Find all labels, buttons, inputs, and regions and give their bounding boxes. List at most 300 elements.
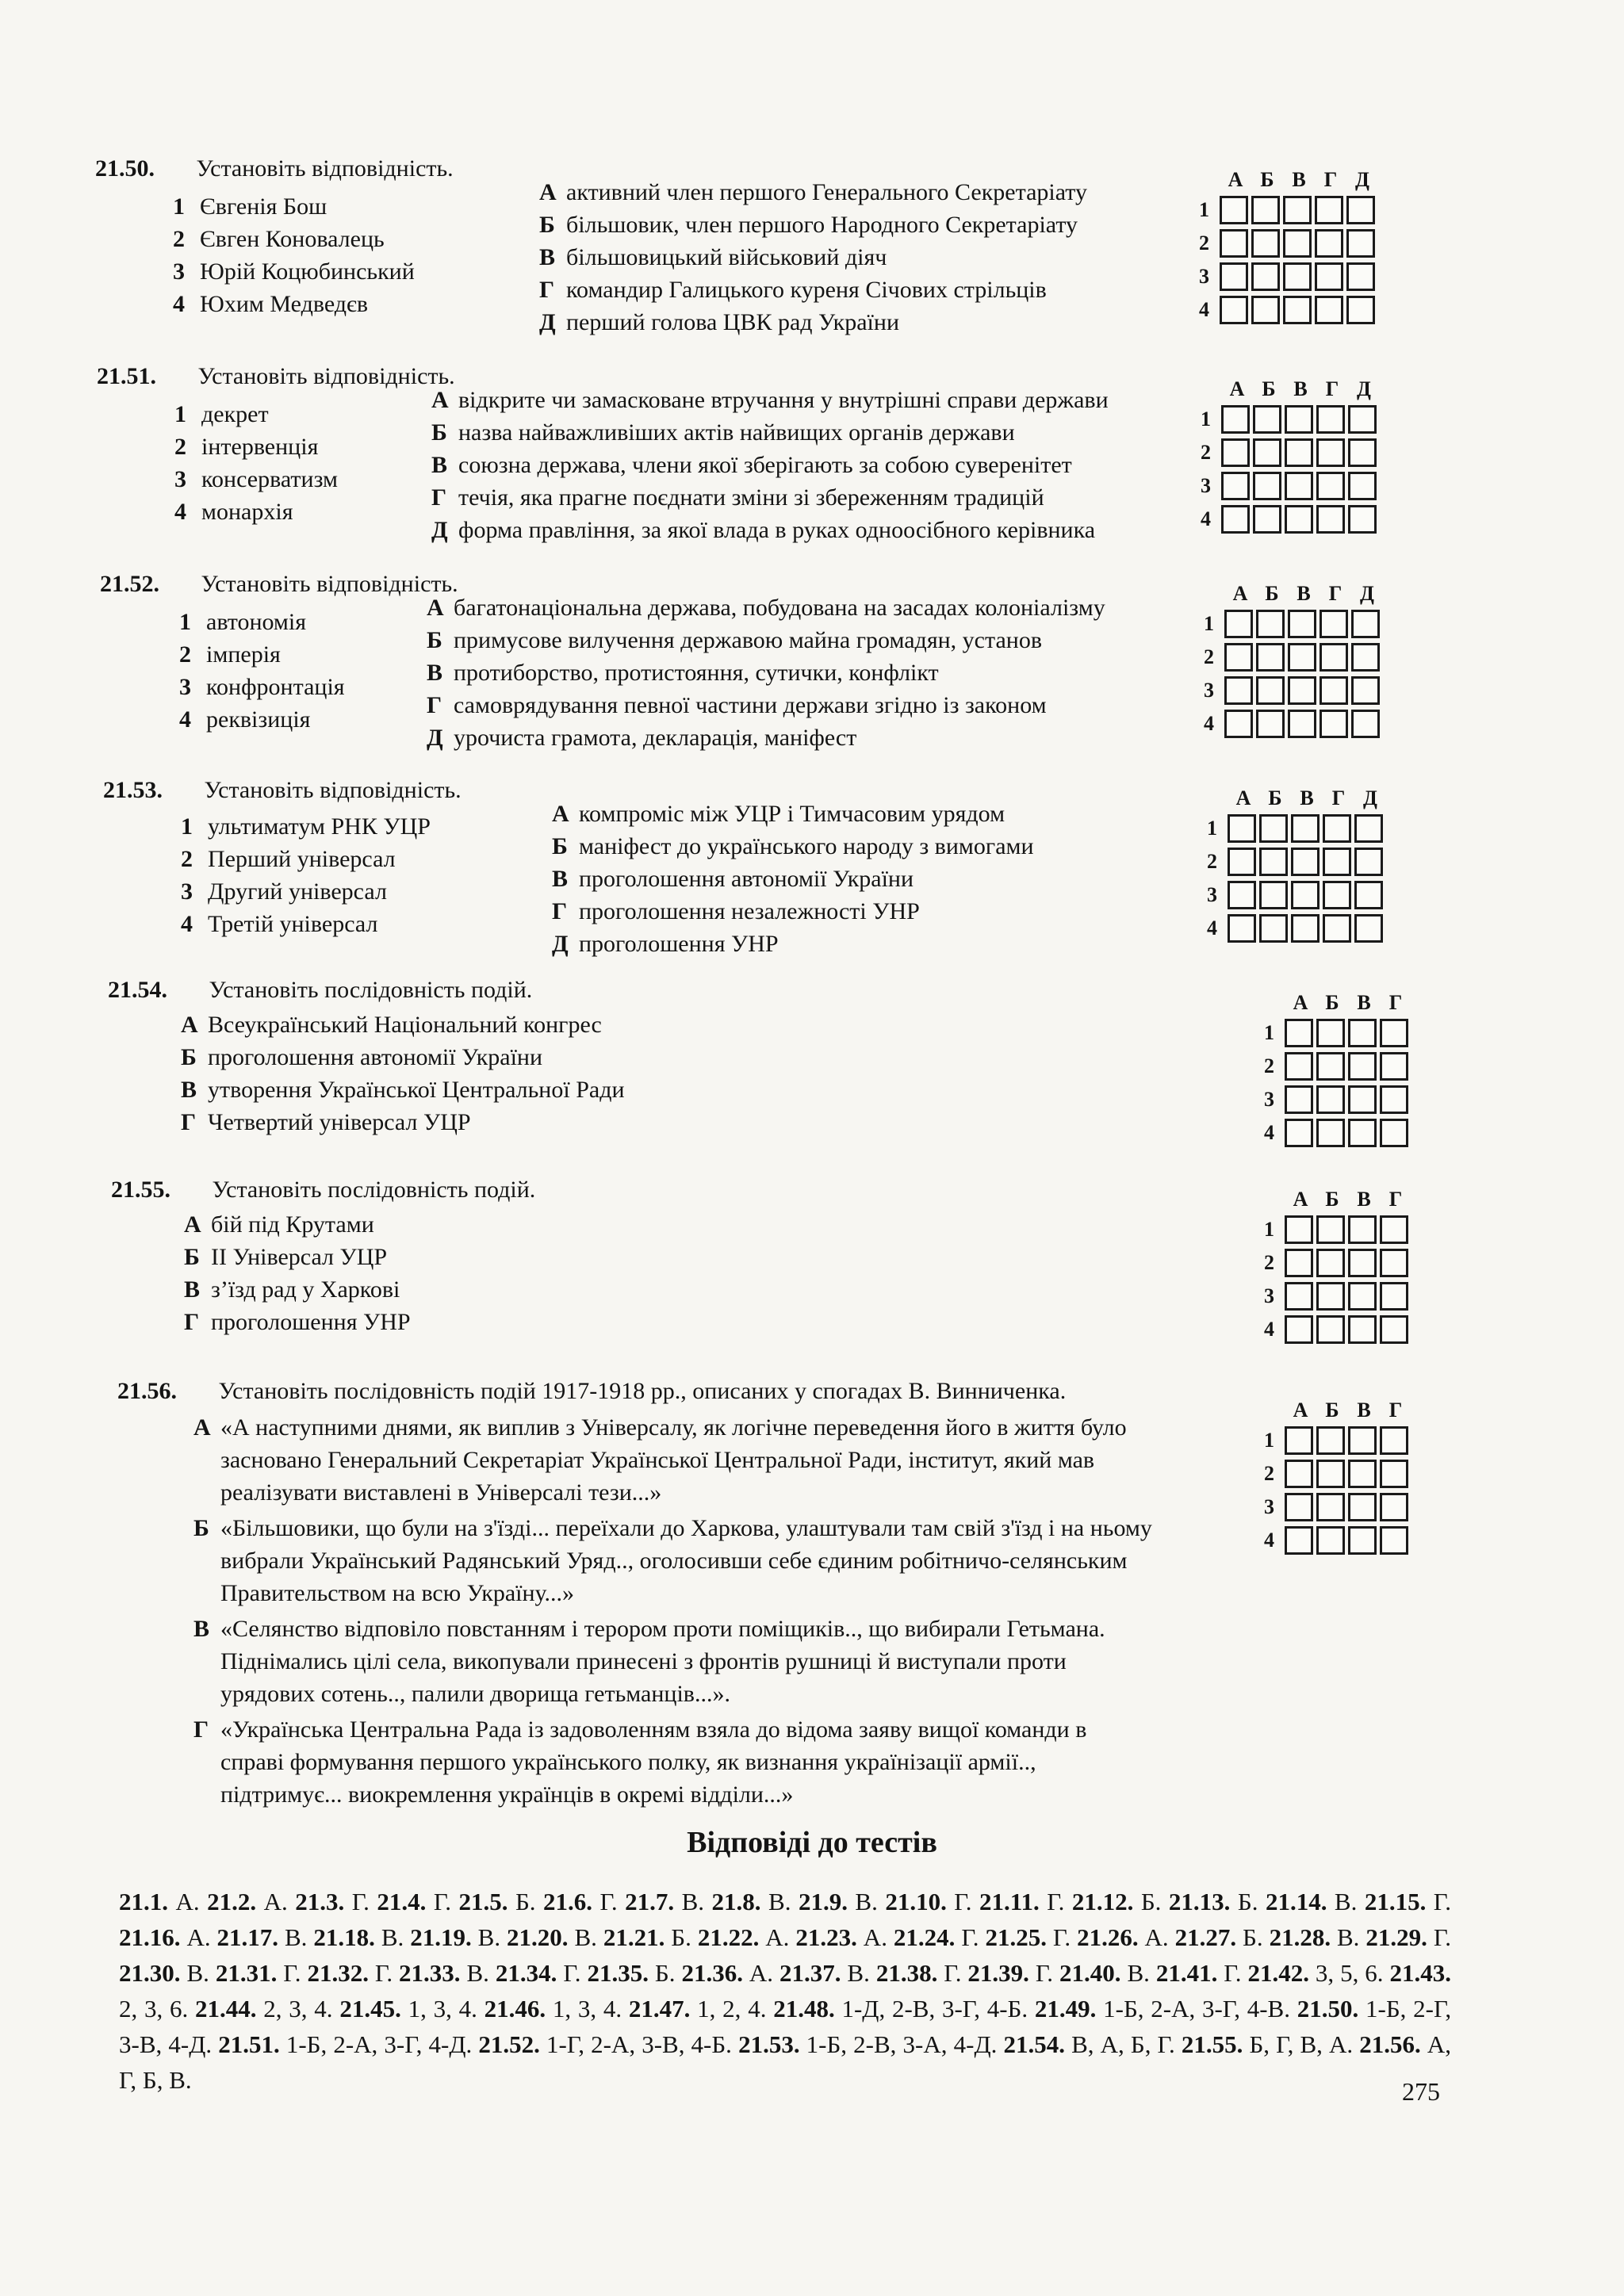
answer-cell[interactable] (1346, 196, 1375, 224)
answer-cell[interactable] (1283, 229, 1312, 258)
answer-cell[interactable] (1220, 196, 1248, 224)
answer-value: А. (168, 1888, 200, 1915)
answer-entry (1059, 1959, 1150, 1987)
answer-cell[interactable] (1224, 643, 1253, 672)
answer-cell[interactable] (1380, 1493, 1408, 1521)
answer-cell[interactable] (1251, 262, 1280, 291)
answer-key: 21.12. (1071, 1888, 1134, 1915)
answer-cell[interactable] (1348, 1282, 1377, 1311)
answer-value: Г. (1039, 1888, 1065, 1915)
answer-cell[interactable] (1253, 438, 1281, 467)
answer-cell[interactable] (1256, 676, 1285, 705)
question-21-55 (111, 1177, 1142, 1335)
list-item: 1 декрет (174, 401, 269, 427)
answer-entry (1077, 1923, 1169, 1951)
answer-cell[interactable] (1259, 814, 1288, 843)
grid-row: 4 (1264, 1524, 1411, 1557)
list-item: Д урочиста грамота, декларація, маніфест (427, 725, 857, 751)
answer-cell[interactable] (1348, 1460, 1377, 1488)
left-column (174, 398, 338, 528)
answer-value: Г. (1028, 1959, 1054, 1987)
list-item: Б ІІ Універсал УЦР (184, 1244, 388, 1270)
answer-key: 21.17. (216, 1923, 279, 1951)
question-instruction: Установіть послідовність подій 1917-1918 рр., описаних у спогадах В. Винниченка. (218, 1378, 1067, 1404)
list-item: В «Селянство відповіло повстанням і терором проти поміщиків.., що вибирали Гетьмана. Піднімались цілі села, викопували принесені з фронтів рушниці й виступали проти урядових сотень.., палили дворища гетьманців...». (193, 1616, 1105, 1707)
answer-entry (119, 1923, 211, 1951)
list-item: 1 ультиматум РНК УЦР (181, 813, 431, 840)
answer-value: В. (180, 1959, 209, 1987)
list-item: В утворення Української Центральної Ради (181, 1077, 625, 1103)
list-item: Г командир Галицького куреня Січових стрільців (539, 277, 1047, 303)
answer-cell[interactable] (1348, 1085, 1377, 1114)
answer-entry (543, 1888, 618, 1915)
answer-key: 21.55. (1181, 2030, 1243, 2058)
answer-cell[interactable] (1316, 1460, 1345, 1488)
answer-entry (1072, 1888, 1162, 1915)
answer-key: 21.34. (495, 1959, 557, 1987)
answer-cell[interactable] (1380, 1526, 1408, 1555)
answer-cell[interactable] (1323, 848, 1351, 876)
answer-cell[interactable] (1256, 643, 1285, 672)
answer-cell[interactable] (1228, 848, 1256, 876)
answer-cell[interactable] (1323, 814, 1351, 843)
answer-value: В. (460, 1959, 489, 1987)
answer-key: 21.49. (1034, 1995, 1097, 2022)
answer-value: А. (759, 1923, 790, 1951)
answer-value: Г. (946, 1888, 972, 1915)
answer-entry (738, 2030, 997, 2058)
answer-entry (625, 1888, 704, 1915)
list-item: Б примусове вилучення державою майна громадян, установ (427, 627, 1043, 653)
answer-entry (496, 1959, 581, 1987)
answer-key: 21.2. (207, 1888, 257, 1915)
answer-entry (377, 1888, 451, 1915)
answer-value: Г. (344, 1888, 370, 1915)
grid-row: 4 (1207, 912, 1386, 945)
answer-cell[interactable] (1251, 296, 1280, 324)
answer-cell[interactable] (1348, 472, 1377, 500)
answer-cell[interactable] (1221, 505, 1250, 534)
answer-key: 21.28. (1269, 1923, 1331, 1951)
list-item: В більшовицький військовий діяч (539, 244, 887, 270)
grid-row: 4 (1199, 293, 1378, 327)
answer-cell[interactable] (1315, 229, 1343, 258)
answer-cell[interactable] (1380, 1215, 1408, 1244)
list-item: А «А наступними днями, як виплив з Універсалу, як логічне переведення його в життя було засновано Генеральний Секретаріат Української Центральної Ради, інститут, який мав реалізувати виставлені в Універсалі тези...» (193, 1414, 1127, 1506)
answer-cell[interactable] (1351, 643, 1380, 672)
answer-cell[interactable] (1220, 296, 1248, 324)
answer-cell[interactable] (1380, 1052, 1408, 1081)
answer-cell[interactable] (1228, 881, 1256, 909)
answer-cell[interactable] (1253, 405, 1281, 434)
answer-cell[interactable] (1259, 914, 1288, 943)
answer-cell[interactable] (1316, 505, 1345, 534)
answer-key: 21.43. (1389, 1959, 1452, 1987)
question-instruction: Установіть відповідність. (201, 571, 458, 597)
answer-cell[interactable] (1348, 1119, 1377, 1147)
answer-cell[interactable] (1316, 1052, 1345, 1081)
grid-row: 3 (1199, 260, 1378, 293)
question-header (95, 155, 454, 182)
answer-entry (795, 1923, 887, 1951)
answer-key: 21.23. (795, 1923, 857, 1951)
list-item: 1 автономія (179, 609, 307, 635)
answer-value: В. (841, 1959, 870, 1987)
answer-cell[interactable] (1221, 472, 1250, 500)
list-item: Б проголошення автономії України (181, 1044, 543, 1070)
answer-key: 21.42. (1247, 1959, 1309, 1987)
grid-row: 2 (1201, 436, 1380, 469)
answer-cell[interactable] (1256, 710, 1285, 738)
answer-cell[interactable] (1316, 405, 1345, 434)
answer-grid-21-53: А Б В Г Д 1 2 3 4 (1207, 785, 1386, 945)
question-number: 21.54. (108, 977, 167, 1003)
answer-cell[interactable] (1315, 296, 1343, 324)
list-item: А багатонаціональна держава, побудована на засадах колоніалізму (427, 595, 1105, 621)
answer-key: 21.45. (339, 1995, 401, 2022)
answer-cell[interactable] (1285, 472, 1313, 500)
answer-value: Г. (1426, 1888, 1451, 1915)
answer-value: А, Г, Б, В. (119, 2030, 1452, 2094)
answer-cell[interactable] (1315, 262, 1343, 291)
answer-grid-21-51: А Б В Г Д 1 2 3 4 (1201, 376, 1380, 536)
answer-entry (885, 1888, 971, 1915)
answer-key: 21.11. (979, 1888, 1040, 1915)
answer-cell[interactable] (1380, 1460, 1408, 1488)
answer-cell[interactable] (1380, 1249, 1408, 1277)
answer-cell[interactable] (1253, 505, 1281, 534)
answer-grid-21-50: А Б В Г Д 1 2 3 4 (1199, 166, 1378, 327)
answer-cell[interactable] (1288, 643, 1316, 672)
answer-value: Г. (557, 1959, 581, 1987)
answer-entry (779, 1959, 870, 1987)
list-item: А компроміс між УЦР і Тимчасовим урядом (552, 801, 1005, 827)
answer-entry (478, 2030, 732, 2058)
answer-key: 21.52. (478, 2030, 540, 2058)
answer-cell[interactable] (1228, 914, 1256, 943)
grid-row: 1 (1204, 607, 1383, 641)
answer-cell[interactable] (1354, 814, 1383, 843)
answer-cell[interactable] (1348, 1249, 1377, 1277)
answer-key: 21.41. (1155, 1959, 1218, 1987)
answer-value: Б, Г, В, А. (1243, 2030, 1354, 2058)
answer-cell[interactable] (1348, 505, 1377, 534)
answer-grid-21-55: А Б В Г 1 2 3 4 (1264, 1186, 1411, 1346)
answer-cell[interactable] (1351, 676, 1380, 705)
answer-cell[interactable] (1283, 196, 1312, 224)
answer-value: 2, 3, 4. (256, 1995, 333, 2022)
answer-cell[interactable] (1285, 1119, 1313, 1147)
left-column (181, 810, 431, 940)
question-header (108, 977, 532, 1004)
grid-row: 2 (1199, 227, 1378, 260)
answer-value: В. (847, 1888, 878, 1915)
question-instruction: Установіть відповідність. (197, 363, 455, 389)
answer-cell[interactable] (1354, 848, 1383, 876)
answer-key: 21.33. (399, 1959, 461, 1987)
answer-value: Г. (368, 1959, 393, 1987)
answer-cell[interactable] (1291, 881, 1320, 909)
answer-value: Г. (937, 1959, 962, 1987)
answer-cell[interactable] (1348, 438, 1377, 467)
list-item: А бій під Крутами (184, 1211, 374, 1238)
answer-value: Г. (955, 1923, 979, 1951)
answer-value: В. (674, 1888, 705, 1915)
answer-entry (1266, 1888, 1357, 1915)
answer-cell[interactable] (1316, 1119, 1345, 1147)
answer-entry (313, 1923, 404, 1951)
answer-cell[interactable] (1351, 610, 1380, 638)
answer-value: А. (856, 1923, 887, 1951)
answer-value: Г. (592, 1888, 618, 1915)
answer-entry (119, 1959, 209, 1987)
answer-cell[interactable] (1285, 1052, 1313, 1081)
list-item: 2 Євген Коновалець (173, 226, 385, 252)
answer-cell[interactable] (1316, 1282, 1345, 1311)
answer-cell[interactable] (1220, 229, 1248, 258)
answer-key: 21.22. (697, 1923, 760, 1951)
answer-cell[interactable] (1285, 1019, 1313, 1047)
answer-key: 21.5. (458, 1888, 508, 1915)
answer-cell[interactable] (1316, 1493, 1345, 1521)
grid-row: 4 (1264, 1116, 1411, 1150)
answer-cell[interactable] (1285, 1426, 1313, 1455)
answer-entry (681, 1959, 773, 1987)
answer-entry (799, 1888, 878, 1915)
list-item: Д перший голова ЦВК рад України (539, 309, 899, 335)
items-column (193, 1411, 1153, 1811)
answer-key: 21.15. (1364, 1888, 1427, 1915)
answer-cell[interactable] (1285, 1085, 1313, 1114)
answer-entry (629, 1995, 767, 2022)
answer-key: 21.25. (985, 1923, 1047, 1951)
answer-entry (603, 1923, 691, 1951)
answer-cell[interactable] (1291, 848, 1320, 876)
answer-cell[interactable] (1316, 438, 1345, 467)
list-item: 4 реквізиція (179, 706, 311, 733)
answer-cell[interactable] (1346, 296, 1375, 324)
answer-cell[interactable] (1354, 881, 1383, 909)
answer-cell[interactable] (1291, 814, 1320, 843)
answer-key: 21.6. (543, 1888, 593, 1915)
answer-cell[interactable] (1285, 505, 1313, 534)
answer-cell[interactable] (1285, 1249, 1313, 1277)
answer-cell[interactable] (1380, 1426, 1408, 1455)
answer-cell[interactable] (1291, 914, 1320, 943)
list-item: 3 Юрій Коцюбинський (173, 258, 415, 285)
answer-cell[interactable] (1380, 1085, 1408, 1114)
answer-cell[interactable] (1224, 710, 1253, 738)
answer-cell[interactable] (1251, 229, 1280, 258)
answer-key: 21.21. (603, 1923, 665, 1951)
answer-cell[interactable] (1316, 1215, 1345, 1244)
answer-cell[interactable] (1354, 914, 1383, 943)
answer-cell[interactable] (1316, 1526, 1345, 1555)
grid-row: 1 (1264, 1016, 1411, 1050)
answer-cell[interactable] (1380, 1315, 1408, 1344)
right-column (552, 798, 1034, 960)
answer-cell[interactable] (1380, 1282, 1408, 1311)
answer-cell[interactable] (1251, 196, 1280, 224)
question-number: 21.56. (117, 1378, 177, 1404)
answer-key: 21.18. (313, 1923, 375, 1951)
answer-key: 21.44. (195, 1995, 257, 2022)
answer-cell[interactable] (1348, 405, 1377, 434)
answer-cell[interactable] (1380, 1119, 1408, 1147)
answer-cell[interactable] (1220, 262, 1248, 291)
answer-cell[interactable] (1320, 676, 1348, 705)
question-instruction: Установіть відповідність. (196, 155, 454, 182)
grid-row: 3 (1204, 674, 1383, 707)
answer-cell[interactable] (1316, 1315, 1345, 1344)
grid-row: 4 (1264, 1313, 1411, 1346)
answer-cell[interactable] (1221, 438, 1250, 467)
answer-cell[interactable] (1323, 881, 1351, 909)
answer-cell[interactable] (1288, 676, 1316, 705)
answer-cell[interactable] (1348, 1526, 1377, 1555)
answer-entry (307, 1959, 393, 1987)
question-number: 21.50. (95, 155, 155, 182)
answer-key: 21.26. (1077, 1923, 1139, 1951)
list-item: Д проголошення УНР (552, 931, 779, 957)
answer-entry (295, 1888, 370, 1915)
question-21-56 (117, 1378, 1243, 1806)
list-item: В союзна держава, члени якої зберігають за собою суверенітет (431, 452, 1072, 478)
question-header (111, 1177, 535, 1203)
answer-cell[interactable] (1346, 229, 1375, 258)
answer-cell[interactable] (1224, 676, 1253, 705)
answer-key: 21.20. (507, 1923, 569, 1951)
answer-entry (876, 1959, 962, 1987)
answer-entry (339, 1995, 477, 2022)
list-item: 4 Юхим Медведєв (173, 291, 369, 317)
answer-cell[interactable] (1283, 296, 1312, 324)
answer-value: В. (568, 1923, 597, 1951)
answer-key: 21.51. (218, 2030, 280, 2058)
answer-cell[interactable] (1228, 814, 1256, 843)
answer-cell[interactable] (1380, 1019, 1408, 1047)
answer-cell[interactable] (1351, 710, 1380, 738)
answer-key: 21.54. (1003, 2030, 1065, 2058)
answer-key: 21.37. (779, 1959, 841, 1987)
answer-value: 3, 5, 6. (1308, 1959, 1384, 1987)
grid-row: 4 (1201, 503, 1380, 536)
answer-cell[interactable] (1316, 1249, 1345, 1277)
question-header (97, 363, 455, 390)
answer-cell[interactable] (1285, 405, 1313, 434)
answer-key: 21.32. (307, 1959, 369, 1987)
answer-cell[interactable] (1348, 1315, 1377, 1344)
answer-grid-21-52: А Б В Г Д 1 2 3 4 (1204, 580, 1383, 740)
answer-key: 21.56. (1359, 2030, 1421, 2058)
answer-value: 1, 3, 4. (546, 1995, 622, 2022)
answer-entry (698, 1923, 790, 1951)
answer-cell[interactable] (1316, 1019, 1345, 1047)
answer-grid-21-54: А Б В Г 1 2 3 4 (1264, 989, 1411, 1150)
answer-cell[interactable] (1285, 1282, 1313, 1311)
answer-key: 21.53. (738, 2030, 800, 2058)
answer-cell[interactable] (1348, 1019, 1377, 1047)
answer-cell[interactable] (1285, 1215, 1313, 1244)
answer-cell[interactable] (1288, 710, 1316, 738)
answer-cell[interactable] (1285, 1315, 1313, 1344)
answer-entry (967, 1959, 1053, 1987)
answer-cell[interactable] (1348, 1493, 1377, 1521)
answer-key: 21.9. (798, 1888, 848, 1915)
answer-value: Б. (648, 1959, 676, 1987)
answer-value: А. (180, 1923, 211, 1951)
question-instruction: Установіть послідовність подій. (212, 1177, 536, 1203)
list-item: Г течія, яка прагне поєднати зміни зі збереженням традицій (431, 484, 1044, 511)
answer-cell[interactable] (1320, 643, 1348, 672)
list-item: 2 інтервенція (174, 434, 319, 460)
answer-cell[interactable] (1316, 472, 1345, 500)
answer-cell[interactable] (1316, 1085, 1345, 1114)
question-instruction: Установіть послідовність подій. (209, 977, 533, 1003)
answer-value: 1-Б, 2-А, 3-Г, 4-Д. (279, 2030, 473, 2058)
answer-cell[interactable] (1348, 1215, 1377, 1244)
answer-cell[interactable] (1323, 914, 1351, 943)
answer-cell[interactable] (1320, 610, 1348, 638)
answer-entry (119, 1888, 200, 1915)
right-column (539, 176, 1087, 339)
answer-cell[interactable] (1316, 1426, 1345, 1455)
answer-cell[interactable] (1253, 472, 1281, 500)
list-item: В проголошення автономії України (552, 866, 914, 892)
answer-cell[interactable] (1283, 262, 1312, 291)
answer-cell[interactable] (1224, 610, 1253, 638)
answer-cell[interactable] (1320, 710, 1348, 738)
answer-cell[interactable] (1285, 438, 1313, 467)
answer-cell[interactable] (1315, 196, 1343, 224)
question-21-54 (108, 977, 1139, 1135)
answer-entry (1175, 1923, 1263, 1951)
answer-value: Б. (665, 1923, 691, 1951)
grid-row: 3 (1207, 878, 1386, 912)
page-number: 275 (1402, 2077, 1440, 2106)
answer-cell[interactable] (1285, 1526, 1313, 1555)
answer-key: 21.40. (1059, 1959, 1121, 1987)
answer-cell[interactable] (1348, 1052, 1377, 1081)
grid-row: 2 (1264, 1457, 1411, 1490)
answer-cell[interactable] (1221, 405, 1250, 434)
grid-row: 2 (1264, 1246, 1411, 1280)
answer-key: 21.48. (773, 1995, 835, 2022)
answer-value: 1-Б, 2-А, 3-Г, 4-В. (1096, 1995, 1290, 2022)
answers-title: Відповіді до тестів (687, 1826, 937, 1859)
answer-cell[interactable] (1288, 610, 1316, 638)
answer-cell[interactable] (1285, 1460, 1313, 1488)
answer-entry (773, 1995, 1028, 2022)
grid-row: 2 (1264, 1050, 1411, 1083)
list-item: Б більшовик, член першого Народного Секретаріату (539, 212, 1078, 238)
answer-cell[interactable] (1259, 848, 1288, 876)
grid-row: 3 (1264, 1280, 1411, 1313)
answer-key: 21.16. (119, 1923, 181, 1951)
answer-cell[interactable] (1346, 262, 1375, 291)
answer-cell[interactable] (1285, 1493, 1313, 1521)
answer-cell[interactable] (1259, 881, 1288, 909)
answer-entry (1035, 1995, 1290, 2022)
answer-entry (1182, 2030, 1353, 2058)
list-item: 3 Другий універсал (181, 878, 387, 905)
answer-entry (1247, 1959, 1383, 1987)
answer-cell[interactable] (1256, 610, 1285, 638)
list-item: 4 Третій універсал (181, 911, 378, 937)
grid-row: 1 (1264, 1213, 1411, 1246)
answer-value: 1-Г, 2-А, 3-В, 4-Б. (539, 2030, 732, 2058)
answer-cell[interactable] (1348, 1426, 1377, 1455)
